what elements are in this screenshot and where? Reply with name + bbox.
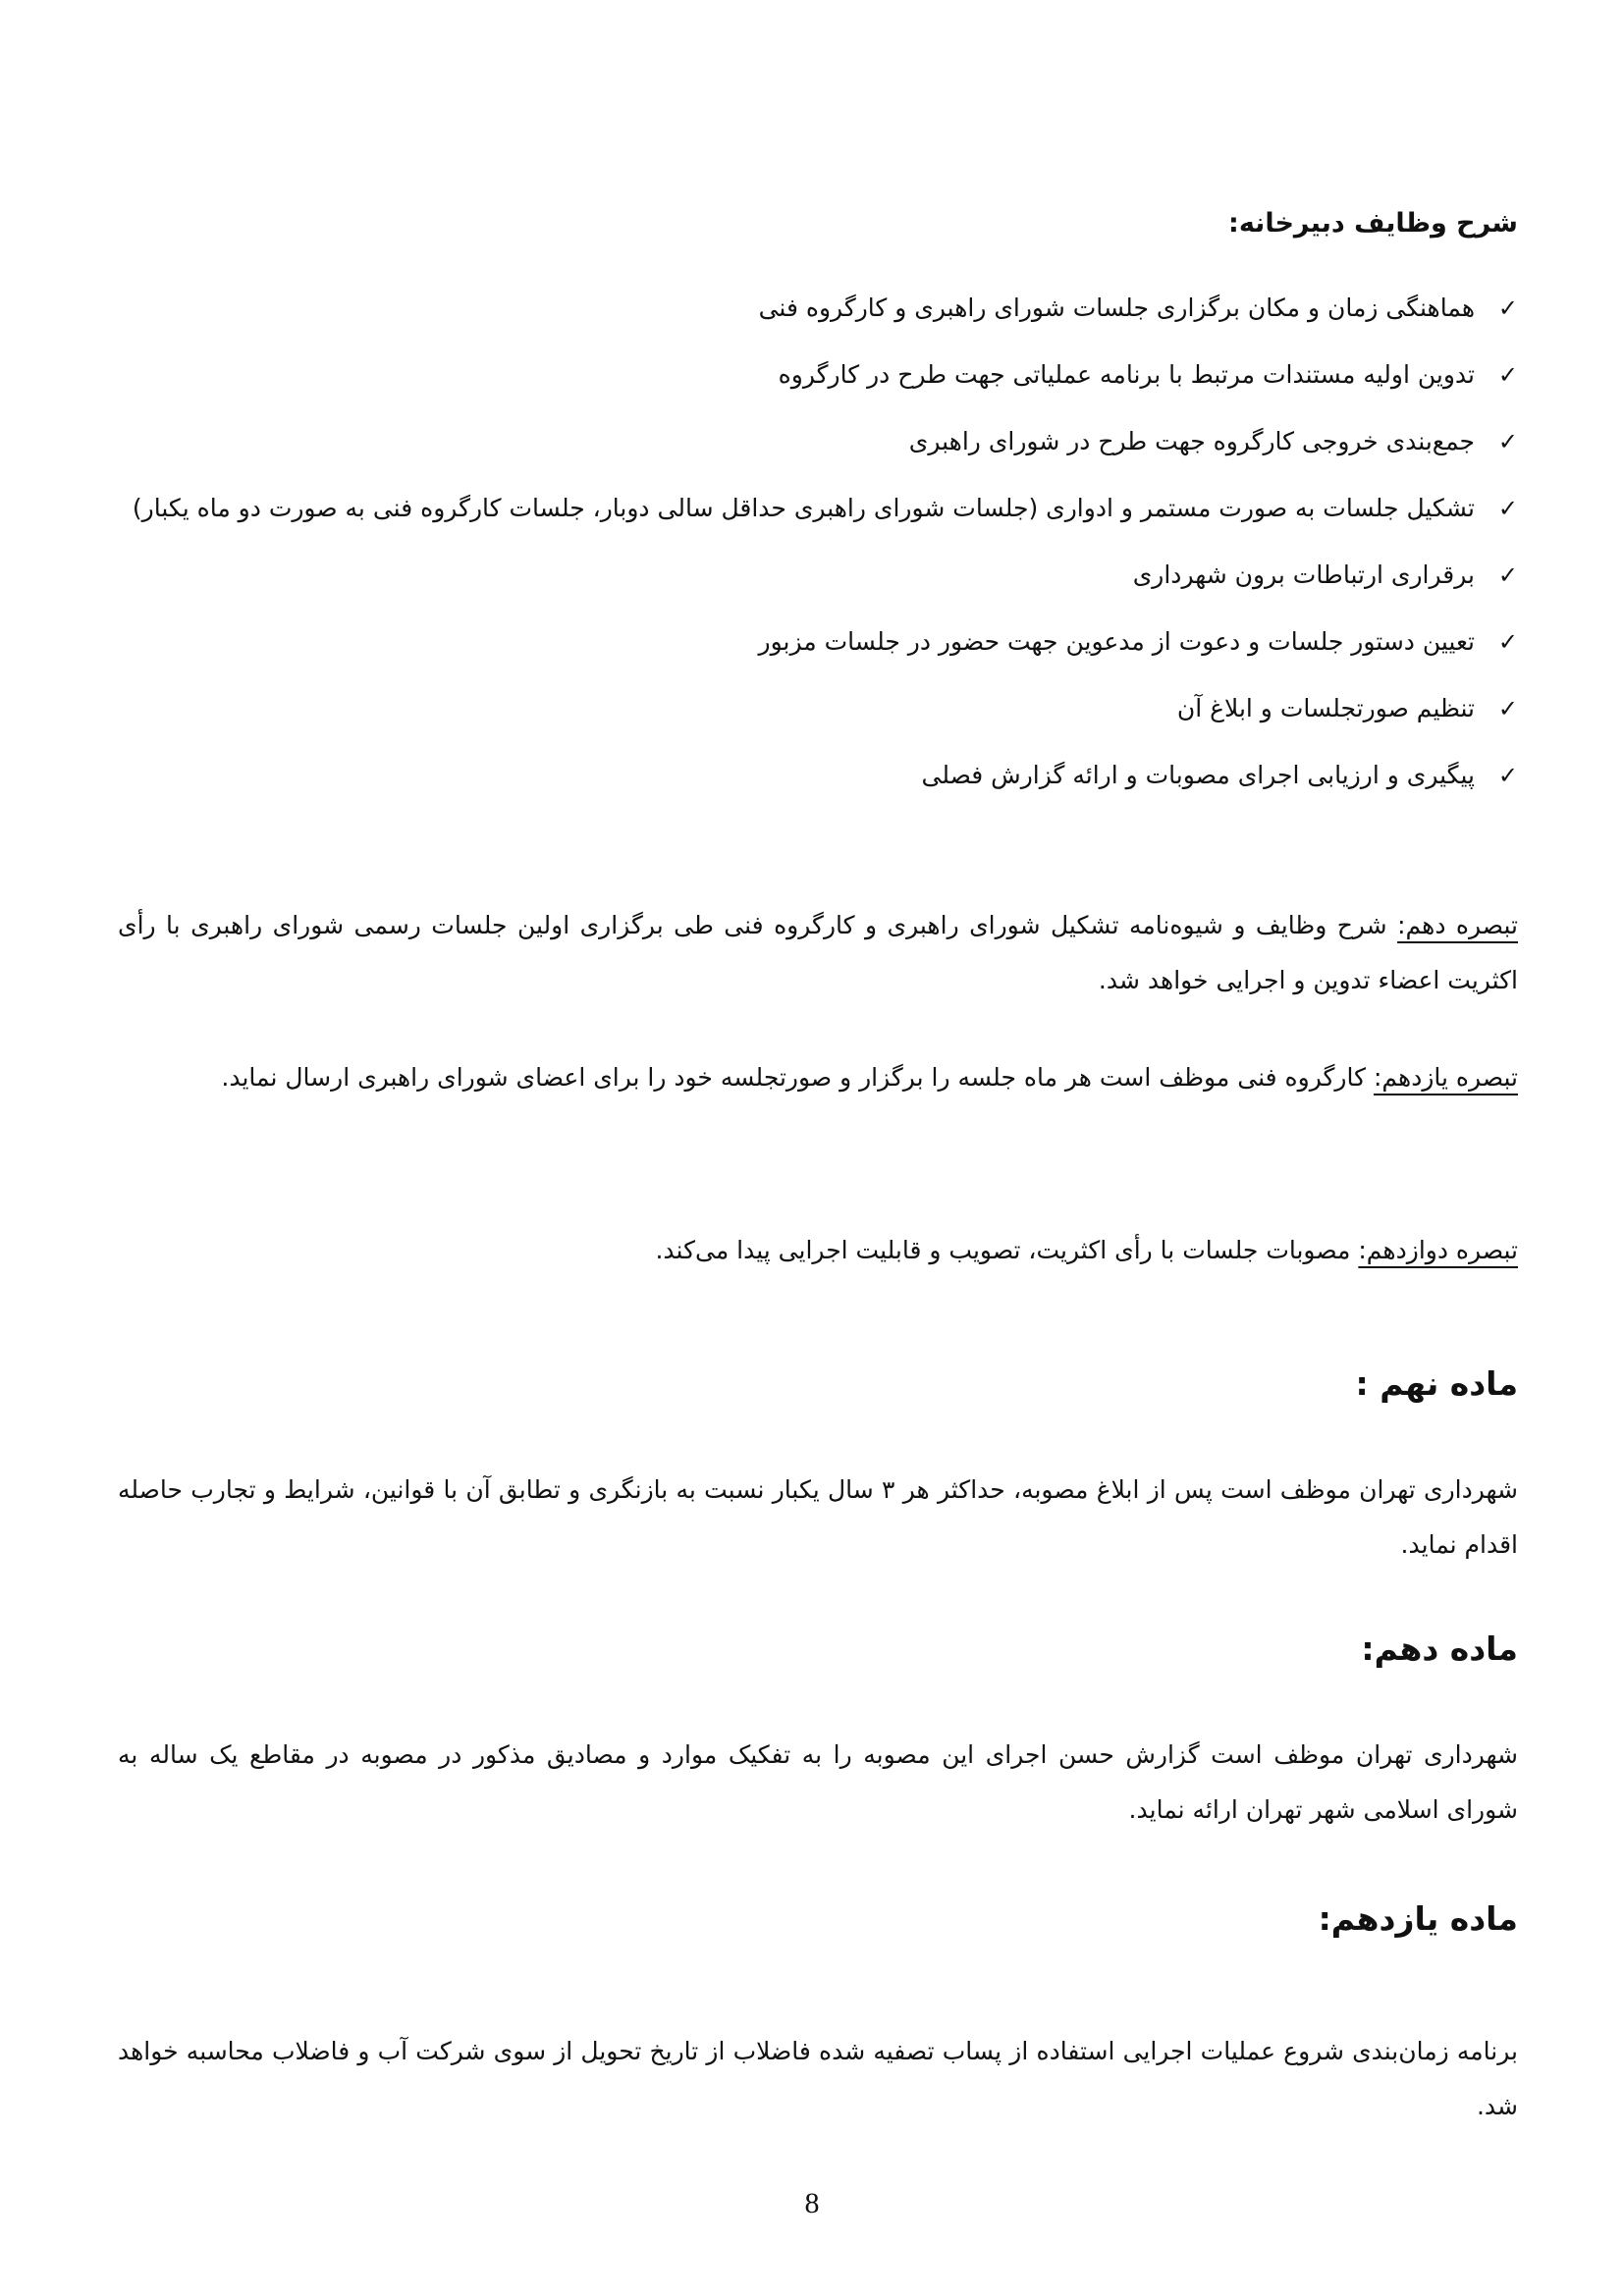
checkmark-icon: ✓ [1497,561,1518,589]
list-item: ✓ پیگیری و ارزیابی اجرای مصوبات و ارائه گزارش فصلی [118,742,1518,809]
note-12: تبصره دوازدهم: مصوبات جلسات با رأی اکثریت، تصویب و قابلیت اجرایی پیدا می‌کند. [655,1236,1518,1264]
list-item: ✓ جمع‌بندی خروجی کارگروه جهت طرح در شورای راهبری [118,408,1518,475]
list-item: ✓ تعیین دستور جلسات و دعوت از مدعوین جهت حضور در جلسات مزبور [118,609,1518,675]
article-10-text: شهرداری تهران موظف است گزارش حسن اجرای این مصوبه را به تفکیک موارد و مصادیق مذکور در مصوبه در مقاطع یک ساله به شورای اسلامی شهر تهران ارائه نماید. [118,1740,1518,1824]
note-label: تبصره یازدهم: [1373,1063,1518,1092]
checkmark-icon: ✓ [1497,294,1518,322]
list-item: ✓ تدوین اولیه مستندات مرتبط با برنامه عملیاتی جهت طرح در کارگروه [118,342,1518,408]
checkmark-icon: ✓ [1497,428,1518,455]
secretariat-duties-list [118,275,1518,809]
checkmark-icon: ✓ [1497,762,1518,789]
article-10-heading: ماده دهم: [1361,1629,1518,1668]
article-9-heading: ماده نهم : [1355,1364,1518,1403]
checkmark-icon: ✓ [1497,695,1518,722]
checkmark-icon: ✓ [1497,628,1518,656]
list-item: ✓ برقراری ارتباطات برون شهرداری [118,542,1518,609]
note-label: تبصره دهم: [1397,911,1518,939]
note-10: تبصره دهم: شرح وظایف و شیوه‌نامه تشکیل شورای راهبری و کارگروه فنی طی برگزاری اولین جلسات رسمی شورای راهبری با رأی اکثریت اعضاء تدوین و اجرایی خواهد شد. [118,911,1518,994]
page-number: 8 [804,2187,820,2219]
note-11: تبصره یازدهم: کارگروه فنی موظف است هر ماه جلسه را برگزار و صورتجلسه خود را برای اعضای شورای راهبری ارسال نماید. [221,1063,1518,1092]
list-item: ✓ تنظیم صورتجلسات و ابلاغ آن [118,675,1518,742]
list-item: ✓ تشکیل جلسات به صورت مستمر و ادواری (جلسات شورای راهبری حداقل سالی دوبار، جلسات کارگروه فنی به صورت دو ماه یکبار) [118,475,1518,542]
note-label: تبصره دوازدهم: [1358,1236,1518,1264]
checkmark-icon: ✓ [1497,361,1518,389]
article-9-text: شهرداری تهران موظف است پس از ابلاغ مصوبه، حداکثر هر ۳ سال یکبار نسبت به بازنگری و تطابق آن با قوانین، شرایط و تجارب حاصله اقدام نماید. [118,1475,1518,1559]
article-11-heading: ماده یازدهم: [1318,1899,1518,1938]
list-item: ✓ هماهنگی زمان و مکان برگزاری جلسات شورای راهبری و کارگروه فنی [118,275,1518,342]
article-11-text: برنامه زمان‌بندی شروع عملیات اجرایی استفاده از پساب تصفیه شده فاضلاب از تاریخ تحویل از سوی شرکت آب و فاضلاب محاسبه خواهد شد. [118,2037,1518,2120]
secretariat-heading: شرح وظایف دبیرخانه: [1228,208,1518,239]
checkmark-icon: ✓ [1497,495,1518,522]
